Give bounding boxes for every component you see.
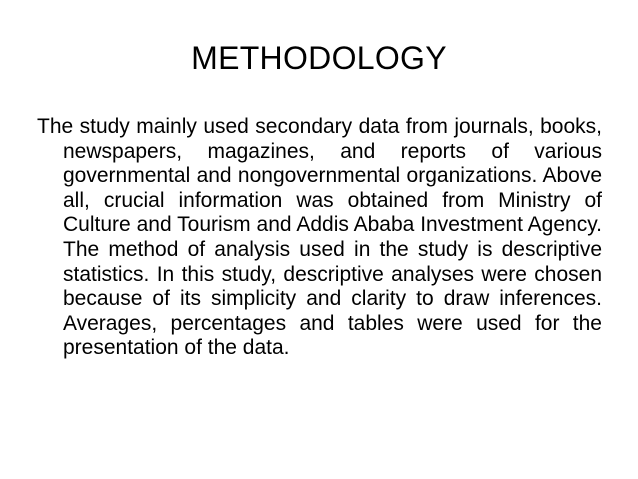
slide-title: METHODOLOGY	[191, 40, 447, 76]
slide-body-paragraph: The study mainly used secondary data from journals, books, newspapers, magazines, and reports of various governmental and nongovernmental organizations. Above all, crucial information was obtained from Ministry of Culture and Tourism and Addis Ababa Investment Agency. The method of analysis used in the study is descriptive statistics. In this study, descriptive analyses were chosen because of its simplicity and clarity to draw inferences. Averages, percentages and tables were used for the presentation of the data.	[37, 115, 602, 360]
